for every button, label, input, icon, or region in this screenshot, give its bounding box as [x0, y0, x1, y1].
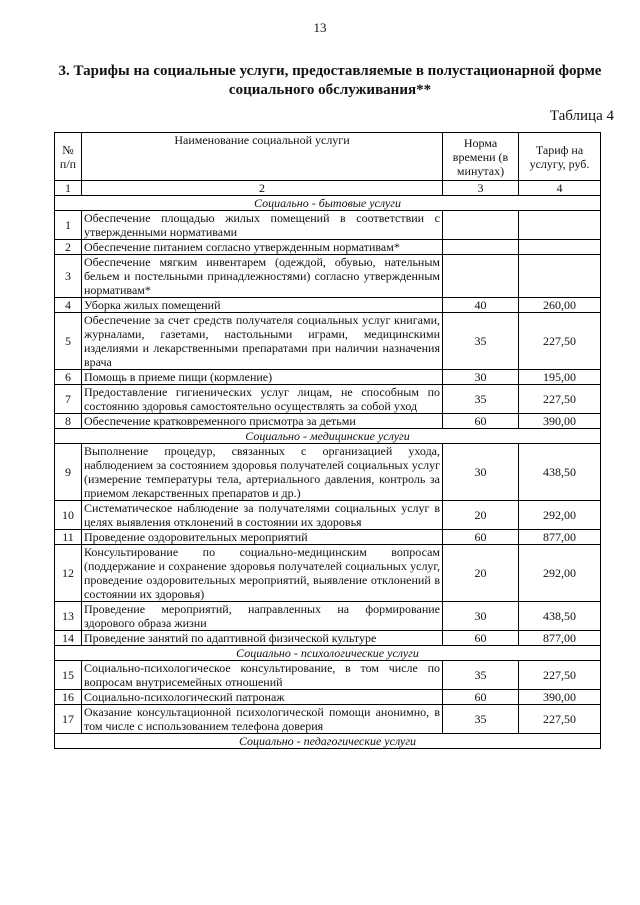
column-index: 3	[443, 181, 519, 196]
time-norm: 30	[443, 602, 519, 631]
service-name: Консультирование по социально-медицинским вопросам (поддержание и сохранение здоровья получателей социальных услуг, проведение оздоровительных мероприятий, выявление отклонений в состоянии их здоровья)	[82, 545, 443, 602]
table-row	[55, 661, 601, 690]
service-number: 7	[55, 385, 82, 414]
time-norm: 20	[443, 501, 519, 530]
header-tariff: Тариф на услугу, руб.	[519, 133, 601, 181]
header-num: № п/п	[55, 133, 82, 181]
service-number: 10	[55, 501, 82, 530]
table-caption: Таблица 4	[549, 108, 614, 124]
service-name: Обеспечение кратковременного присмотра за детьми	[82, 414, 443, 429]
time-norm: 35	[443, 313, 519, 370]
service-number: 17	[55, 705, 82, 734]
service-name: Обеспечение за счет средств получателя социальных услуг книгами, журналами, газетами, настольными играми, медицинскими изделиями и лекарственными препаратами при наличии назначения врача	[82, 313, 443, 370]
service-tariff: 227,50	[519, 705, 601, 734]
table-row	[55, 631, 601, 646]
service-tariff	[519, 240, 601, 255]
section-row	[55, 646, 601, 661]
section-row	[55, 734, 601, 749]
service-tariff: 227,50	[519, 385, 601, 414]
table-row	[55, 501, 601, 530]
time-norm	[443, 211, 519, 240]
table-row	[55, 444, 601, 501]
service-name: Обеспечение мягким инвентарем (одеждой, обувью, нательным бельем и постельными принадлежностями) согласно утвержденным нормативам*	[82, 255, 443, 298]
service-tariff: 227,50	[519, 313, 601, 370]
service-number: 1	[55, 211, 82, 240]
service-tariff: 195,00	[519, 370, 601, 385]
service-tariff: 292,00	[519, 545, 601, 602]
service-name: Проведение мероприятий, направленных на формирование здорового образа жизни	[82, 602, 443, 631]
service-number: 16	[55, 690, 82, 705]
service-tariff: 877,00	[519, 631, 601, 646]
time-norm	[443, 240, 519, 255]
service-tariff: 390,00	[519, 414, 601, 429]
table-row	[55, 545, 601, 602]
header-norm: Норма времени (в минутах)	[443, 133, 519, 181]
service-number: 11	[55, 530, 82, 545]
service-number: 9	[55, 444, 82, 501]
section-heading: 3. Тарифы на социальные услуги, предоставляемые в полустационарной форме социального обслуживания**	[58, 63, 602, 98]
column-index-row	[55, 181, 601, 196]
service-number: 5	[55, 313, 82, 370]
service-number: 12	[55, 545, 82, 602]
table-body	[55, 196, 601, 749]
service-name: Оказание консультационной психологической помощи анонимно, в том числе с использованием телефона доверия	[82, 705, 443, 734]
section-title: Социально - медицинские услуги	[55, 429, 601, 444]
service-name: Выполнение процедур, связанных с организацией ухода, наблюдением за состоянием здоровья получателей социальных услуг (измерение температуры тела, артериального давления, контроль за приемом лекарственных препаратов и др.)	[82, 444, 443, 501]
service-name: Обеспечение питанием согласно утвержденным нормативам*	[82, 240, 443, 255]
table-row	[55, 385, 601, 414]
section-title: Социально - психологические услуги	[55, 646, 601, 661]
time-norm: 60	[443, 530, 519, 545]
time-norm	[443, 255, 519, 298]
column-index: 4	[519, 181, 601, 196]
time-norm: 40	[443, 298, 519, 313]
column-index: 1	[55, 181, 82, 196]
service-number: 3	[55, 255, 82, 298]
service-number: 8	[55, 414, 82, 429]
service-name: Социально-психологический патронаж	[82, 690, 443, 705]
time-norm: 35	[443, 705, 519, 734]
service-tariff: 438,50	[519, 602, 601, 631]
table-row	[55, 255, 601, 298]
service-name: Помощь в приеме пищи (кормление)	[82, 370, 443, 385]
service-number: 4	[55, 298, 82, 313]
header-name: Наименование социальной услуги	[82, 133, 443, 181]
service-name: Систематическое наблюдение за получателями социальных услуг в целях выявления отклонений в состоянии их здоровья	[82, 501, 443, 530]
service-tariff: 390,00	[519, 690, 601, 705]
service-name: Уборка жилых помещений	[82, 298, 443, 313]
service-number: 13	[55, 602, 82, 631]
service-tariff	[519, 255, 601, 298]
page-number: 13	[313, 20, 327, 35]
table-row	[55, 690, 601, 705]
time-norm: 20	[443, 545, 519, 602]
service-name: Проведение оздоровительных мероприятий	[82, 530, 443, 545]
time-norm: 35	[443, 661, 519, 690]
time-norm: 30	[443, 370, 519, 385]
section-title: Социально - бытовые услуги	[55, 196, 601, 211]
section-title: Социально - педагогические услуги	[55, 734, 601, 749]
table-row	[55, 705, 601, 734]
table-row	[55, 602, 601, 631]
time-norm: 35	[443, 385, 519, 414]
service-tariff: 260,00	[519, 298, 601, 313]
service-tariff	[519, 211, 601, 240]
service-tariff: 292,00	[519, 501, 601, 530]
time-norm: 60	[443, 631, 519, 646]
service-name: Социально-психологическое консультирование, в том числе по вопросам внутрисемейных отношений	[82, 661, 443, 690]
service-number: 15	[55, 661, 82, 690]
service-name: Проведение занятий по адаптивной физической культуре	[82, 631, 443, 646]
table-row	[55, 530, 601, 545]
tariff-table	[54, 132, 601, 749]
service-number: 14	[55, 631, 82, 646]
section-row	[55, 196, 601, 211]
service-tariff: 877,00	[519, 530, 601, 545]
column-index: 2	[82, 181, 443, 196]
service-number: 6	[55, 370, 82, 385]
service-tariff: 227,50	[519, 661, 601, 690]
table-row	[55, 414, 601, 429]
service-number: 2	[55, 240, 82, 255]
table-row	[55, 370, 601, 385]
table-row	[55, 240, 601, 255]
table-row	[55, 211, 601, 240]
service-name: Предоставление гигиенических услуг лицам, не способным по состоянию здоровья самостоятельно осуществлять за собой уход	[82, 385, 443, 414]
section-row	[55, 429, 601, 444]
table-row	[55, 298, 601, 313]
table-row	[55, 313, 601, 370]
table-header-row	[55, 133, 601, 181]
time-norm: 60	[443, 690, 519, 705]
time-norm: 60	[443, 414, 519, 429]
time-norm: 30	[443, 444, 519, 501]
service-name: Обеспечение площадью жилых помещений в соответствии с утвержденными нормативами	[82, 211, 443, 240]
service-tariff: 438,50	[519, 444, 601, 501]
